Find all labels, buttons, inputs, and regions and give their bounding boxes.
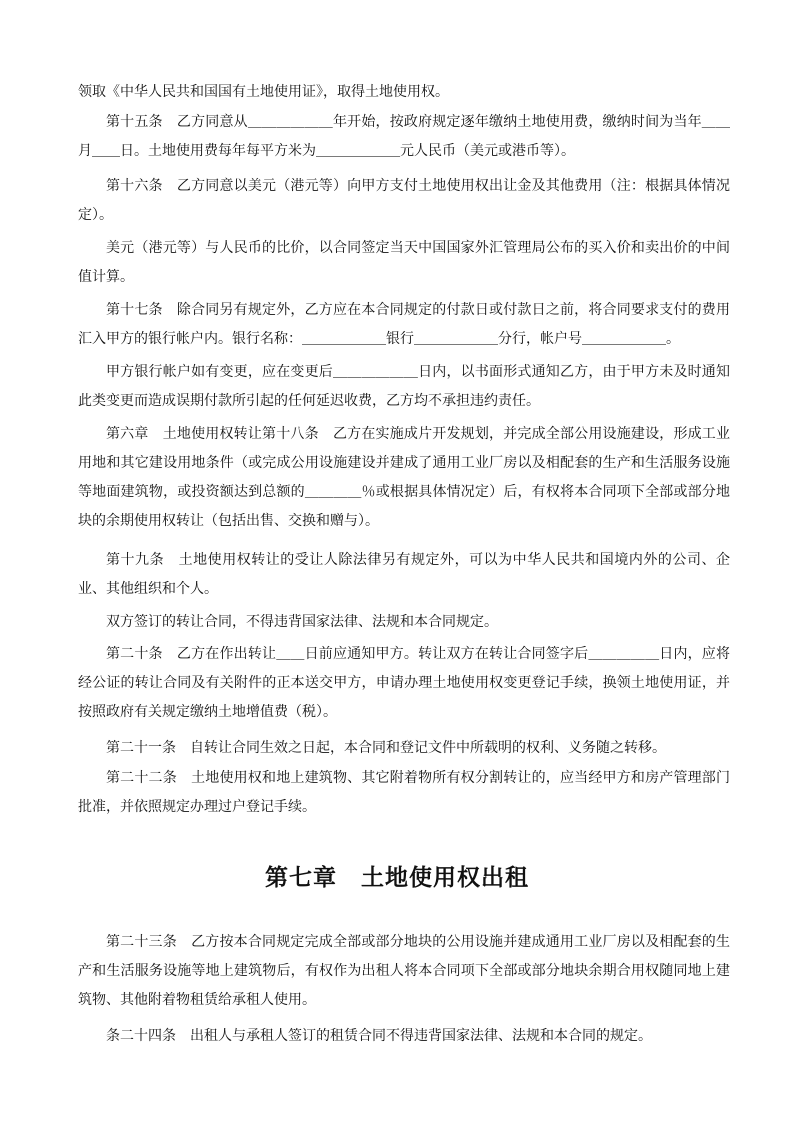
paragraph-article-16: 第十六条 乙方同意以美元（港元等）向甲方支付土地使用权出让金及其他费用（注：根据具体情况定）。 [78, 178, 730, 223]
paragraph-article-19: 第十九条 土地使用权转让的受让人除法律另有规定外，可以为中华人民共和国境内外的公司、企业、其他组织和个人。 [78, 552, 730, 597]
paragraph-article-22: 第二十二条 土地使用权和地上建筑物、其它附着物所有权分割转让的，应当经甲方和房产管理部门批准，并依照规定办理过户登记手续。 [78, 770, 730, 815]
paragraph-continuation: 领取《中华人民共和国国有土地使用证》，取得土地使用权。 [78, 84, 449, 100]
paragraph-chapter-6-article-18: 第六章 土地使用权转让第十八条 乙方在实施成片开发规划，并完成全部公用设施建设，形成工业用地和其它建设用地条件（或完成公用设施建设并建成了通用工业厂房以及相配套的生产和生活服务设施等地面建筑物，或投资额达到总额的＿＿＿＿％或根据具体情况定）后，有权将本合同项下全部或部分地块的余期使用权转让（包括出售、交换和赠与）。 [78, 426, 730, 529]
paragraph-article-17: 第十七条 除合同另有规定外，乙方应在本合同规定的付款日或付款日之前，将合同要求支付的费用汇入甲方的银行帐户内。银行名称：＿＿＿＿＿＿银行＿＿＿＿＿＿分行，帐户号＿＿＿＿＿＿。 [78, 302, 730, 347]
paragraph-article-15: 第十五条 乙方同意从＿＿＿＿＿＿年开始，按政府规定逐年缴纳土地使用费，缴纳时间为当年＿＿月＿＿日。土地使用费每年每平方米为＿＿＿＿＿＿元人民币（美元或港币等）。 [78, 114, 730, 159]
chapter-heading: 第七章 土地使用权出租 [265, 864, 529, 891]
paragraph-bank-account-change: 甲方银行帐户如有变更，应在变更后＿＿＿＿＿＿日内，以书面形式通知乙方，由于甲方未及时通知此类变更而造成误期付款所引起的任何延迟收费，乙方均不承担违约责任。 [78, 364, 730, 409]
paragraph-exchange-rate: 美元（港元等）与人民币的比价，以合同签定当天中国国家外汇管理局公布的买入价和卖出价的中间值计算。 [78, 240, 730, 285]
paragraph-article-23: 第二十三条 乙方按本合同规定完成全部或部分地块的公用设施并建成通用工业厂房以及相配套的生产和生活服务设施等地上建筑物后，有权作为出租人将本合同项下全部或部分地块余期合用权随同地上建筑物、其他附着物租赁给承租人使用。 [78, 934, 730, 1008]
paragraph-article-24: 条二十四条 出租人与承租人签订的租赁合同不得违背国家法律、法规和本合同的规定。 [106, 1028, 652, 1044]
paragraph-article-20: 第二十条 乙方在作出转让＿＿日前应通知甲方。转让双方在转让合同签字后＿＿＿＿＿日内，应将经公证的转让合同及有关附件的正本送交甲方，申请办理土地使用权变更登记手续，换领土地使用证，并按照政府有关规定缴纳土地增值费（税）。 [78, 646, 730, 720]
paragraph-article-21: 第二十一条 自转让合同生效之日起，本合同和登记文件中所载明的权利、义务随之转移。 [106, 740, 666, 756]
paragraph-transfer-contract: 双方签订的转让合同，不得违背国家法律、法规和本合同规定。 [106, 614, 498, 630]
